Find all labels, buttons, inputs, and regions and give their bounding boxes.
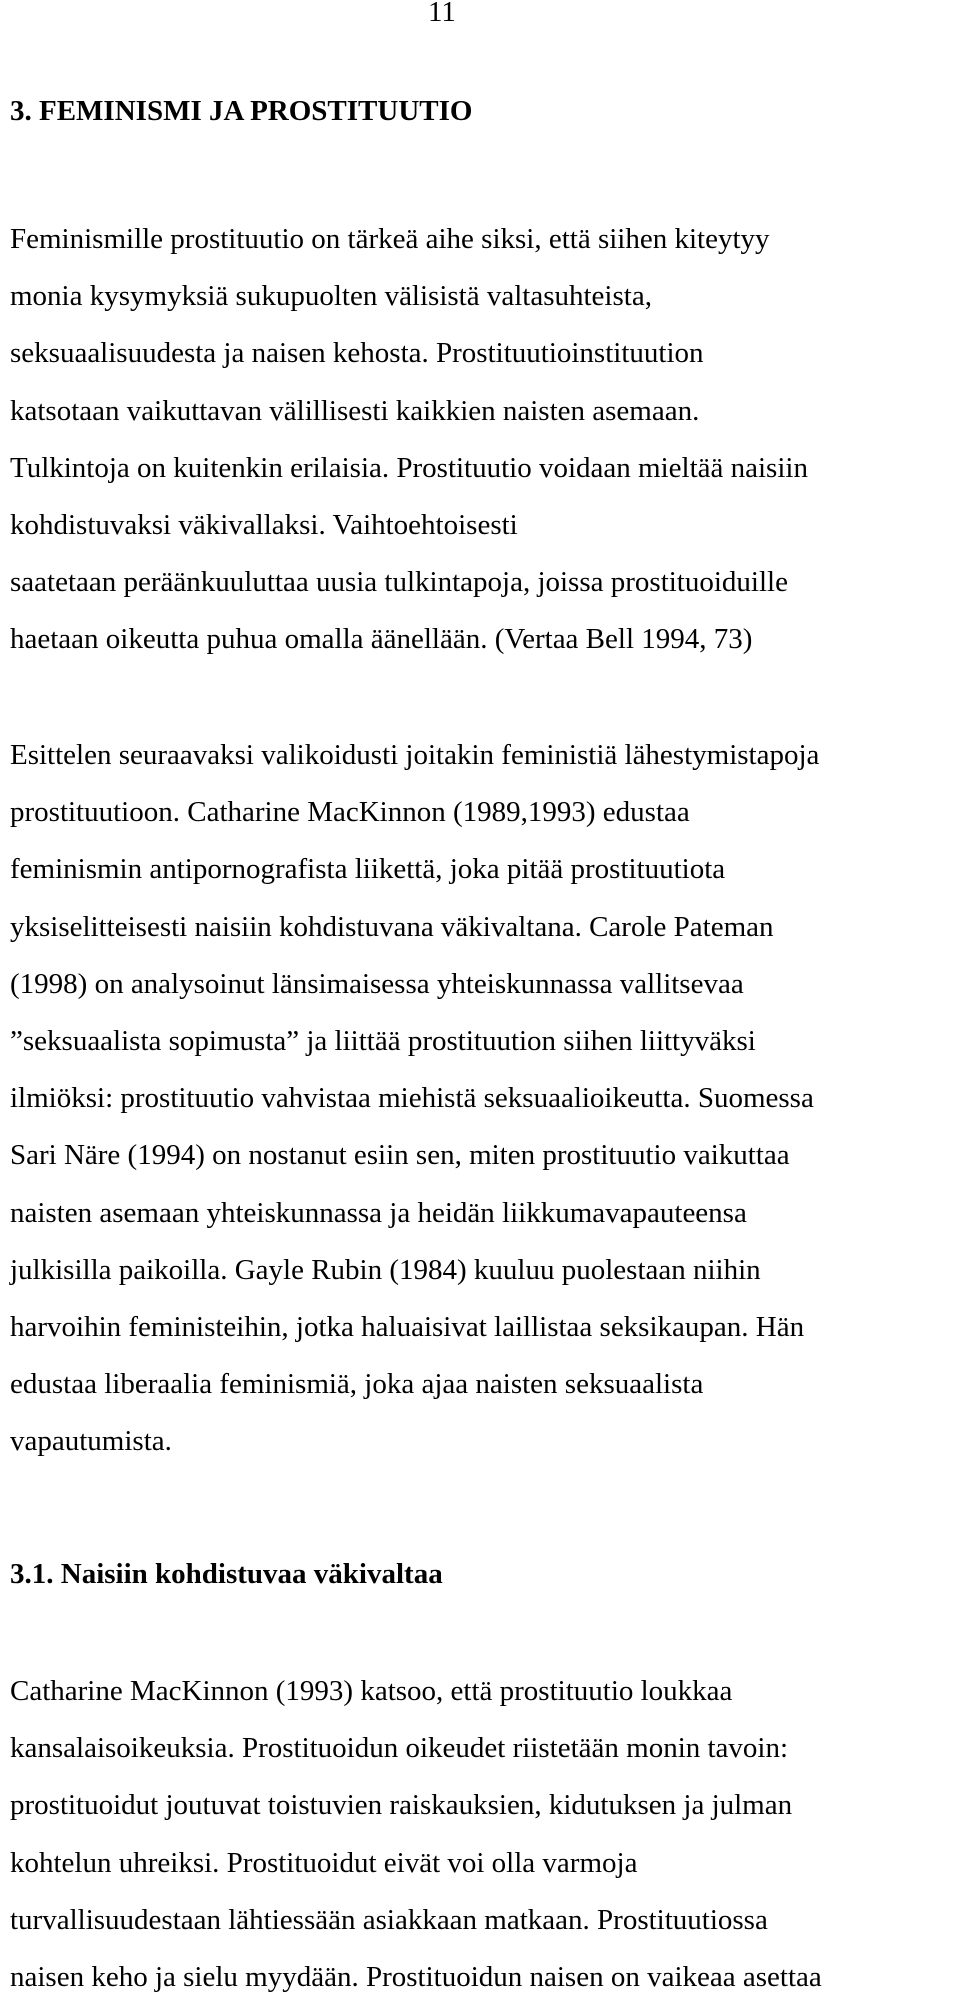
chapter-heading: 3. FEMINISMI JA PROSTITUUTIO [10,95,473,127]
text-line: Catharine MacKinnon (1993) katsoo, että prostituutio loukkaa [10,1675,733,1707]
text-line: turvallisuudestaan lähtiessään asiakkaan matkaan. Prostituutiossa [10,1903,768,1936]
text-line: harvoihin feministeihin, jotka haluaisivat laillistaa seksikaupan. Hän [10,1310,805,1343]
paragraph-intro [10,211,950,669]
text-line: ”seksuaalista sopimusta” ja liittää prostituution siihen liittyväksi [10,1024,756,1057]
text-line: (1998) on analysoinut länsimaisessa yhteiskunnassa vallitsevaa [10,967,744,1000]
text-line: saatetaan peräänkuuluttaa uusia tulkintapoja, joissa prostituoiduille [10,566,788,599]
text-line: Sari Näre (1994) on nostanut esiin sen, miten prostituutio vaikuttaa [10,1139,790,1172]
text-line: prostituutioon. Catharine MacKinnon (1989,1993) edustaa [10,796,690,829]
section-heading: 3.1. Naisiin kohdistuvaa väkivaltaa [10,1558,443,1590]
text-line: katsotaan vaikuttavan välillisesti kaikkien naisten asemaan. [10,394,700,427]
text-line: kohtelun uhreiksi. Prostituoidut eivät voi olla varmoja [10,1846,638,1879]
text-line: prostituoidut joutuvat toistuvien raiskauksien, kidutuksen ja julman [10,1789,793,1822]
text-line: Tulkintoja on kuitenkin erilaisia. Prostituutio voidaan mieltää naisiin [10,451,808,484]
text-line: naisen keho ja sielu myydään. Prostituoidun naisen on vaikeaa asettaa [10,1960,822,1993]
paragraph-approaches [10,727,950,1470]
text-line: feminismin antipornografista liikettä, joka pitää prostituutiota [10,853,726,886]
text-line: julkisilla paikoilla. Gayle Rubin (1984) kuuluu puolestaan niihin [10,1253,761,1286]
text-line: monia kysymyksiä sukupuolten välisistä valtasuhteista, [10,280,652,313]
text-line: vapautumista. [10,1425,172,1458]
text-line: ilmiöksi: prostituutio vahvistaa miehistä seksuaalioikeutta. Suomessa [10,1082,814,1115]
text-line: Esittelen seuraavaksi valikoidusti joitakin feministiä lähestymistapoja [10,739,820,771]
text-line: naisten asemaan yhteiskunnassa ja heidän liikkumavapauteensa [10,1196,747,1229]
text-line: haetaan oikeutta puhua omalla äänellään. (Vertaa Bell 1994, 73) [10,623,753,656]
text-line: Feminismille prostituutio on tärkeä aihe siksi, että siihen kiteytyy [10,223,770,255]
text-line: kohdistuvaksi väkivallaksi. Vaihtoehtoisesti [10,508,518,541]
text-line: seksuaalisuudesta ja naisen kehosta. Prostituutioinstituution [10,337,704,370]
paragraph-mackinnon [10,1663,950,2006]
text-line: yksiselitteisesti naisiin kohdistuvana väkivaltana. Carole Pateman [10,910,774,943]
page-number: 11 [428,0,456,28]
text-line: kansalaisoikeuksia. Prostituoidun oikeudet riistetään monin tavoin: [10,1732,789,1765]
text-line: edustaa liberaalia feminismiä, joka ajaa naisten seksuaalista [10,1368,704,1401]
